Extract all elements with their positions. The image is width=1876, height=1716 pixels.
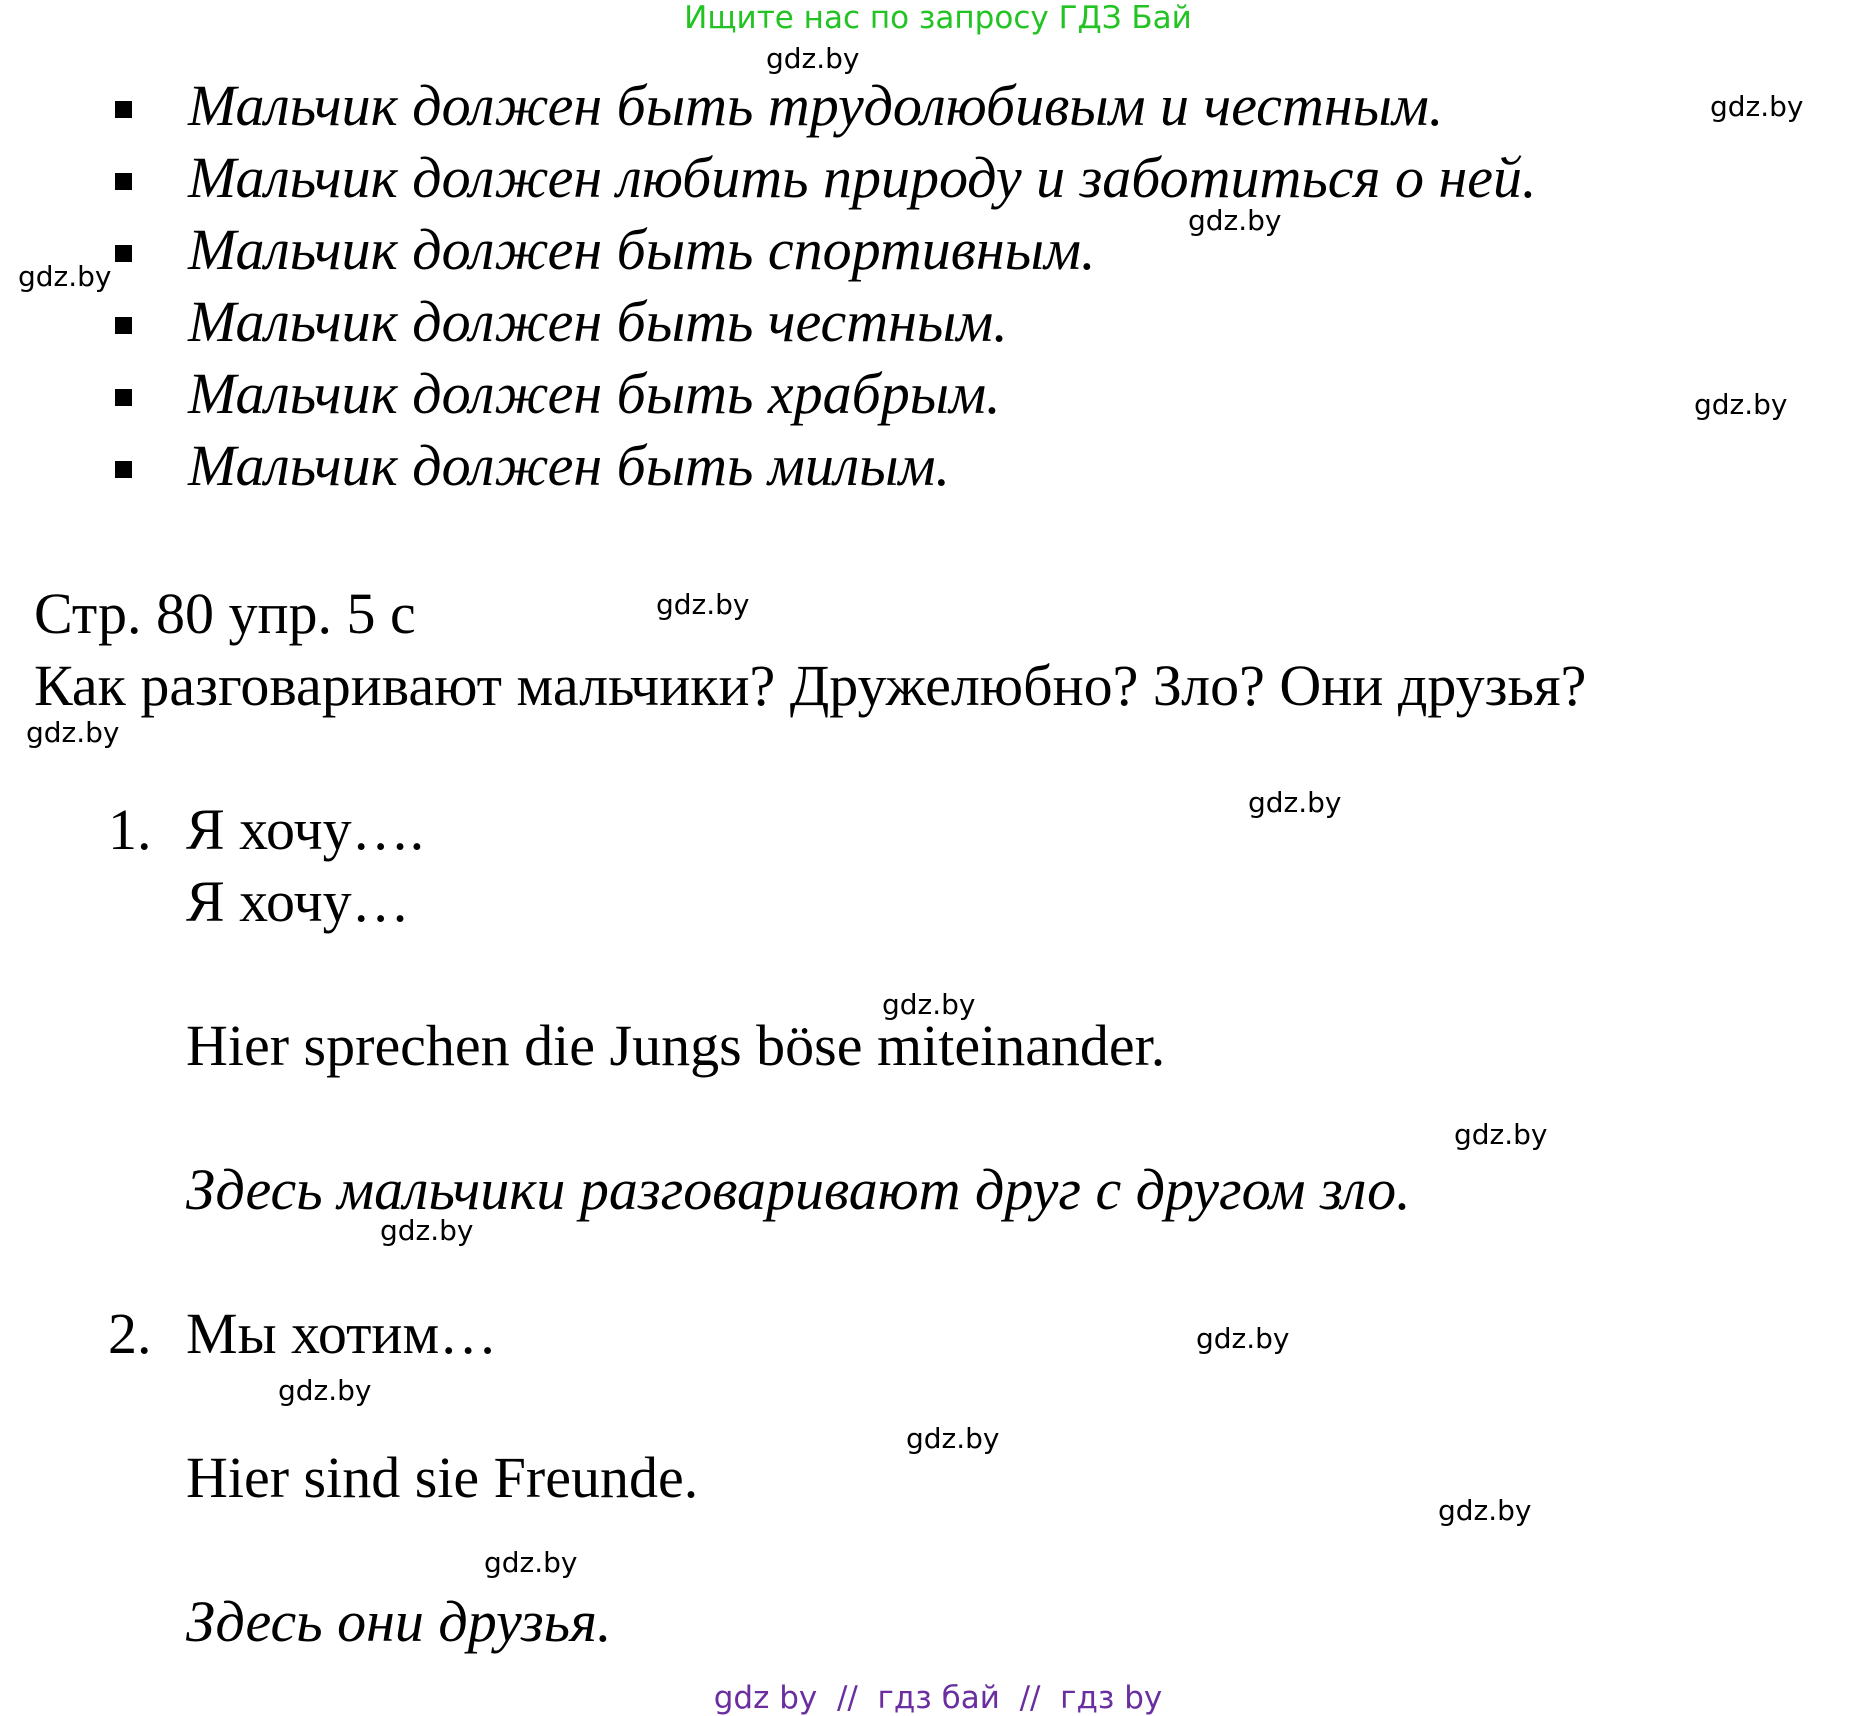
item-2-german: Hier sind sie Freunde. [186,1445,699,1510]
bullet-square-icon [115,173,132,190]
bullet-square-icon [115,389,132,406]
item-number: 2. [108,1301,152,1366]
watermark: gdz.by [278,1374,372,1407]
watermark: gdz.by [1188,204,1282,237]
list-item [110,430,1537,502]
header-banner: Ищите нас по запросу ГДЗ Бай [684,0,1192,36]
list-item [110,286,1537,358]
list-item [110,142,1537,214]
watermark: gdz.by [906,1422,1000,1455]
bullet-list [110,70,1537,502]
watermark: gdz.by [882,988,976,1021]
item-number: 1. [108,797,152,862]
item-1-german: Hier sprechen die Jungs böse miteinander. [186,1013,1166,1078]
exercise-question: Как разговаривают мальчики? Дружелюбно? Зло? Они друзья? [34,653,1587,718]
watermark: gdz.by [656,588,750,621]
item-2-russian: Здесь они друзья. [186,1589,612,1654]
watermark: gdz.by [1454,1118,1548,1151]
watermark: gdz.by [1438,1494,1532,1527]
bullet-square-icon [115,461,132,478]
watermark: gdz.by [1710,90,1804,123]
item-2-line-1: Мы хотим… [186,1301,498,1366]
bullet-square-icon [115,245,132,262]
watermark: gdz.by [1196,1322,1290,1355]
watermark: gdz.by [484,1546,578,1579]
bullet-square-icon [115,101,132,118]
list-item [110,214,1537,286]
watermark: gdz.by [1248,786,1342,819]
list-item [110,358,1537,430]
bullet-text: Мальчик должен любить природу и заботиться о ней. [188,145,1537,210]
bullet-text: Мальчик должен быть спортивным. [188,217,1096,282]
bullet-text: Мальчик должен быть милым. [188,433,950,498]
footer-links: gdz by // гдз бай // гдз by [713,1680,1163,1716]
item-1-line-2: Я хочу… [186,869,410,934]
watermark: gdz.by [380,1214,474,1247]
list-item [110,70,1537,142]
watermark: gdz.by [18,260,112,293]
item-1-russian: Здесь мальчики разговаривают друг с другом зло. [186,1157,1411,1222]
bullet-square-icon [115,317,132,334]
bullet-text: Мальчик должен быть храбрым. [188,361,1001,426]
item-1-line-1: Я хочу…. [186,797,425,862]
watermark: gdz.by [1694,388,1788,421]
exercise-heading: Стр. 80 упр. 5 с [34,581,416,646]
watermark: gdz.by [26,716,120,749]
watermark: gdz.by [766,42,860,75]
bullet-text: Мальчик должен быть честным. [188,289,1008,354]
bullet-text: Мальчик должен быть трудолюбивым и честным. [188,73,1444,138]
